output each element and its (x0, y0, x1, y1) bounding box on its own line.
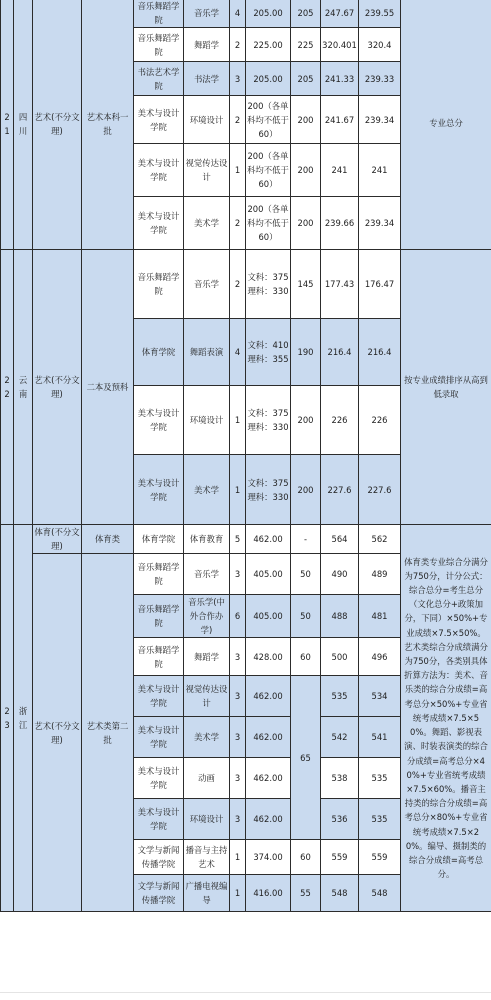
min-score-cell: 481 (359, 595, 401, 638)
plan-count-cell: 1 (230, 875, 246, 912)
max-score-cell: 241.33 (321, 62, 359, 96)
major-cell: 环境设计 (184, 799, 230, 840)
major-cell: 舞蹈学 (184, 28, 230, 62)
min-score-cell: 241 (359, 144, 401, 197)
major-cell: 音乐学 (184, 554, 230, 595)
control-line-cell: 文科：375理科：330 (246, 250, 291, 319)
college-cell: 美术与设计学院 (134, 799, 184, 840)
pro-control-line-cell: 60 (291, 840, 321, 875)
min-score-cell: 226 (359, 386, 401, 455)
college-cell: 美术与设计学院 (134, 758, 184, 799)
major-cell: 美术学 (184, 455, 230, 525)
pro-control-line-cell: - (291, 525, 321, 554)
page-bottom-blank (0, 962, 491, 1000)
plan-count-cell: 3 (230, 717, 246, 758)
control-line-cell: 225.00 (246, 28, 291, 62)
plan-count-cell: 2 (230, 250, 246, 319)
min-score-cell: 541 (359, 717, 401, 758)
control-line-cell: 416.00 (246, 875, 291, 912)
min-score-cell: 534 (359, 676, 401, 717)
bottom-divider (0, 992, 491, 993)
province-cell: 四川 (14, 0, 33, 250)
control-line-cell: 405.00 (246, 554, 291, 595)
subject-type-cell: 艺术(不分文理) (33, 554, 82, 912)
max-score-cell: 241.67 (321, 96, 359, 144)
college-cell: 体育学院 (134, 525, 184, 554)
plan-count-cell: 2 (230, 197, 246, 250)
subject-type-cell: 体育(不分文理) (33, 525, 82, 554)
major-cell: 音乐学 (184, 0, 230, 28)
plan-count-cell: 3 (230, 554, 246, 595)
max-score-cell: 216.4 (321, 319, 359, 386)
college-cell: 音乐舞蹈学院 (134, 638, 184, 676)
major-cell: 美术学 (184, 717, 230, 758)
min-score-cell: 176.47 (359, 250, 401, 319)
min-score-cell: 562 (359, 525, 401, 554)
control-line-cell: 374.00 (246, 840, 291, 875)
plan-count-cell: 2 (230, 28, 246, 62)
plan-count-cell: 6 (230, 595, 246, 638)
control-line-cell: 200（各单科均不低于60） (246, 144, 291, 197)
max-score-cell: 542 (321, 717, 359, 758)
pro-control-line-cell: 65 (291, 676, 321, 840)
batch-cell: 二本及预科 (82, 250, 134, 525)
major-cell: 环境设计 (184, 386, 230, 455)
pro-control-line-cell: 205 (291, 62, 321, 96)
max-score-cell: 177.43 (321, 250, 359, 319)
seq-number-cell: 23 (1, 525, 14, 912)
major-cell: 书法学 (184, 62, 230, 96)
major-cell: 舞蹈表演 (184, 319, 230, 386)
major-cell: 视觉传达设计 (184, 144, 230, 197)
college-cell: 美术与设计学院 (134, 676, 184, 717)
min-score-cell: 239.34 (359, 197, 401, 250)
control-line-cell: 文科：375理科：330 (246, 386, 291, 455)
plan-count-cell: 3 (230, 676, 246, 717)
plan-count-cell: 1 (230, 144, 246, 197)
college-cell: 美术与设计学院 (134, 455, 184, 525)
max-score-cell: 559 (321, 840, 359, 875)
control-line-cell: 200（各单科均不低于60） (246, 96, 291, 144)
max-score-cell: 239.66 (321, 197, 359, 250)
control-line-cell: 文科：375理科：330 (246, 455, 291, 525)
min-score-cell: 239.34 (359, 96, 401, 144)
batch-cell: 艺术本科一批 (82, 0, 134, 250)
plan-count-cell: 1 (230, 386, 246, 455)
province-cell: 云南 (14, 250, 33, 525)
max-score-cell: 536 (321, 799, 359, 840)
min-score-cell: 535 (359, 758, 401, 799)
college-cell: 音乐舞蹈学院 (134, 250, 184, 319)
major-cell: 广播电视编导 (184, 875, 230, 912)
table-row (1, 525, 491, 554)
plan-count-cell: 2 (230, 96, 246, 144)
table-row (1, 250, 491, 319)
control-line-cell: 文科：410理科：355 (246, 319, 291, 386)
pro-control-line-cell: 50 (291, 554, 321, 595)
batch-cell: 艺术类第二批 (82, 554, 134, 912)
control-line-cell: 428.00 (246, 638, 291, 676)
plan-count-cell: 1 (230, 455, 246, 525)
pro-control-line-cell: 205 (291, 0, 321, 28)
control-line-cell: 462.00 (246, 799, 291, 840)
college-cell: 体育学院 (134, 319, 184, 386)
pro-control-line-cell: 190 (291, 319, 321, 386)
pro-control-line-cell: 50 (291, 595, 321, 638)
max-score-cell: 538 (321, 758, 359, 799)
major-cell: 视觉传达设计 (184, 676, 230, 717)
max-score-cell: 535 (321, 676, 359, 717)
min-score-cell: 559 (359, 840, 401, 875)
max-score-cell: 227.6 (321, 455, 359, 525)
max-score-cell: 548 (321, 875, 359, 912)
college-cell: 音乐舞蹈学院 (134, 595, 184, 638)
admission-rule-note-cell: 按专业成绩排序从高到低录取 (401, 250, 491, 525)
college-cell: 音乐舞蹈学院 (134, 554, 184, 595)
min-score-cell: 239.55 (359, 0, 401, 28)
pro-control-line-cell: 145 (291, 250, 321, 319)
max-score-cell: 564 (321, 525, 359, 554)
subject-type-cell: 艺术(不分文理) (33, 0, 82, 250)
min-score-cell: 535 (359, 799, 401, 840)
major-cell: 音乐学 (184, 250, 230, 319)
plan-count-cell: 3 (230, 758, 246, 799)
college-cell: 美术与设计学院 (134, 144, 184, 197)
college-cell: 美术与设计学院 (134, 96, 184, 144)
major-cell: 音乐学(中外合作办学) (184, 595, 230, 638)
min-score-cell: 239.33 (359, 62, 401, 96)
control-line-cell: 200（各单科均不低于60） (246, 197, 291, 250)
admission-rule-note-cell: 体育类专业综合分满分为750分，计分公式：综合总分=考生总分（文化总分+政策加分，下同）×50%+专业成绩×7.5×50%。艺术类综合分成绩满分为750分，各类别具体折算方法为：美术、音乐类的综合分成绩=高考总分×50%+专业省统考成绩×7.5×50%。舞蹈、影视表演、时装表演类的综合分成绩=高考总分×40%+专业省统考成绩×7.5×60%。播音主持类的综合分成绩=高考总分×80%+专业省统考成绩×7.5×20%。编导、摄制类的综合分成绩=高考总分。 (401, 525, 491, 912)
college-cell: 文学与新闻传播学院 (134, 840, 184, 875)
control-line-cell: 462.00 (246, 717, 291, 758)
min-score-cell: 320.4 (359, 28, 401, 62)
province-cell: 浙江 (14, 525, 33, 912)
major-cell: 动画 (184, 758, 230, 799)
max-score-cell: 247.67 (321, 0, 359, 28)
min-score-cell: 548 (359, 875, 401, 912)
plan-count-cell: 5 (230, 525, 246, 554)
pro-control-line-cell: 200 (291, 386, 321, 455)
pro-control-line-cell: 200 (291, 96, 321, 144)
major-cell: 美术学 (184, 197, 230, 250)
max-score-cell: 500 (321, 638, 359, 676)
major-cell: 体育教育 (184, 525, 230, 554)
batch-cell: 体育类 (82, 525, 134, 554)
max-score-cell: 320.401 (321, 28, 359, 62)
subject-type-cell: 艺术(不分文理) (33, 250, 82, 525)
plan-count-cell: 3 (230, 799, 246, 840)
plan-count-cell: 4 (230, 319, 246, 386)
major-cell: 舞蹈学 (184, 638, 230, 676)
college-cell: 美术与设计学院 (134, 197, 184, 250)
pro-control-line-cell: 200 (291, 144, 321, 197)
admission-rule-note-cell: 专业总分 (401, 0, 491, 250)
pro-control-line-cell: 200 (291, 197, 321, 250)
max-score-cell: 490 (321, 554, 359, 595)
college-cell: 美术与设计学院 (134, 717, 184, 758)
table-row (1, 0, 491, 28)
seq-number-cell: 21 (1, 0, 14, 250)
max-score-cell: 241 (321, 144, 359, 197)
control-line-cell: 205.00 (246, 0, 291, 28)
max-score-cell: 226 (321, 386, 359, 455)
pro-control-line-cell: 60 (291, 638, 321, 676)
min-score-cell: 227.6 (359, 455, 401, 525)
control-line-cell: 462.00 (246, 676, 291, 717)
plan-count-cell: 3 (230, 638, 246, 676)
min-score-cell: 489 (359, 554, 401, 595)
control-line-cell: 205.00 (246, 62, 291, 96)
college-cell: 音乐舞蹈学院 (134, 28, 184, 62)
college-cell: 美术与设计学院 (134, 386, 184, 455)
pro-control-line-cell: 225 (291, 28, 321, 62)
college-cell: 音乐舞蹈学院 (134, 0, 184, 28)
college-cell: 书法艺术学院 (134, 62, 184, 96)
control-line-cell: 462.00 (246, 758, 291, 799)
major-cell: 环境设计 (184, 96, 230, 144)
college-cell: 文学与新闻传播学院 (134, 875, 184, 912)
plan-count-cell: 4 (230, 0, 246, 28)
min-score-cell: 496 (359, 638, 401, 676)
plan-count-cell: 1 (230, 840, 246, 875)
major-cell: 播音与主持艺术 (184, 840, 230, 875)
plan-count-cell: 3 (230, 62, 246, 96)
control-line-cell: 462.00 (246, 525, 291, 554)
min-score-cell: 216.4 (359, 319, 401, 386)
seq-number-cell: 22 (1, 250, 14, 525)
max-score-cell: 488 (321, 595, 359, 638)
pro-control-line-cell: 200 (291, 455, 321, 525)
pro-control-line-cell: 55 (291, 875, 321, 912)
control-line-cell: 405.00 (246, 595, 291, 638)
